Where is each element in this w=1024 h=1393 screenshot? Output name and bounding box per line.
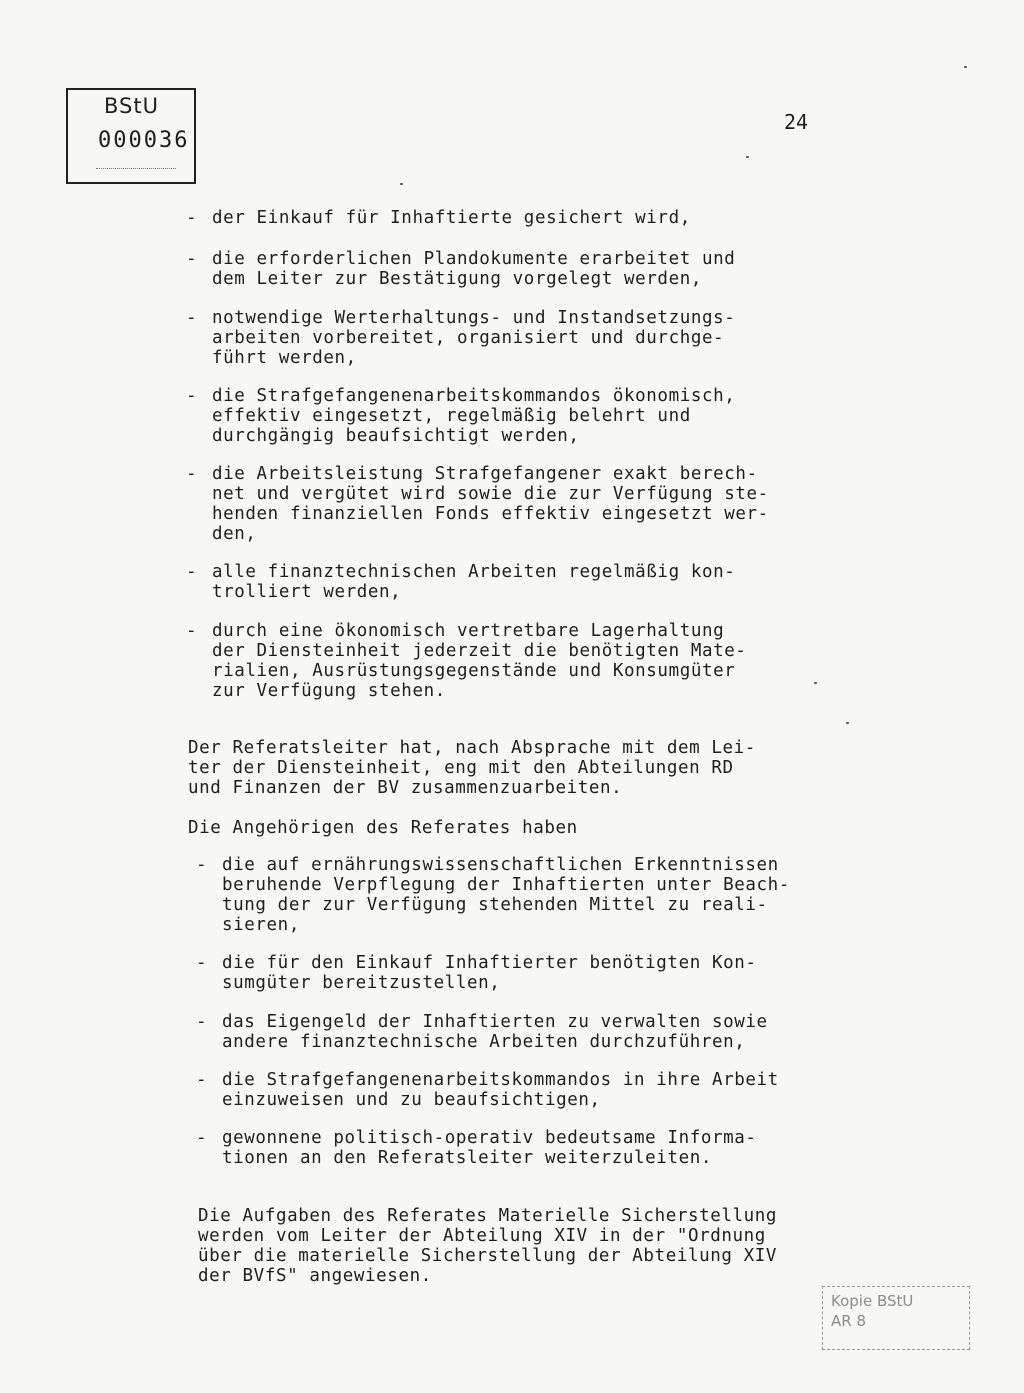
paragraph-referatsleiter — [188, 738, 756, 798]
text-line: zur Verfügung stehen. — [212, 681, 446, 701]
text-line: Die Aufgaben des Referates Materielle Sicherstellung — [198, 1206, 778, 1226]
text-line: henden finanziellen Fonds effektiv eingesetzt wer- — [212, 504, 769, 524]
bullet-marker: - — [186, 208, 197, 228]
archive-stamp — [66, 88, 196, 184]
bullet-marker: - — [186, 464, 197, 484]
text-line: alle finanztechnischen Arbeiten regelmäßig kon- — [212, 562, 736, 582]
text-line: effektiv eingesetzt, regelmäßig belehrt und — [212, 406, 691, 426]
bullet-item — [212, 562, 735, 602]
text-line: notwendige Werterhaltungs- und Instandsetzungs- — [212, 308, 736, 328]
bullet-marker: - — [186, 621, 197, 641]
text-line: einzuweisen und zu beaufsichtigen, — [222, 1090, 601, 1110]
text-line: Der Referatsleiter hat, nach Absprache mit dem Lei- — [188, 738, 756, 758]
text-line: das Eigengeld der Inhaftierten zu verwalten sowie — [222, 1012, 768, 1032]
bullet-marker: - — [196, 855, 207, 875]
text-line: durchgängig beaufsichtigt werden, — [212, 426, 580, 446]
bullet-item — [212, 386, 735, 446]
text-line: die Strafgefangenenarbeitskommandos ökonomisch, — [212, 386, 736, 406]
speck — [814, 682, 817, 684]
text-line: beruhende Verpflegung der Inhaftierten unter Beach- — [222, 875, 790, 895]
text-line: den, — [212, 524, 257, 544]
text-line: ter der Diensteinheit, eng mit den Abteilungen RD — [188, 758, 734, 778]
bullet-item — [212, 621, 747, 701]
text-line: net und vergütet wird sowie die zur Verfügung ste- — [212, 484, 769, 504]
text-line: sumgüter bereitzustellen, — [222, 973, 501, 993]
bullet-item — [222, 953, 757, 993]
speck — [400, 183, 403, 185]
bullet-item — [212, 249, 735, 289]
text-line: über die materielle Sicherstellung der Abteilung XIV — [198, 1246, 778, 1266]
copy-stamp-line2: AR 8 — [831, 1312, 866, 1330]
text-line: arbeiten vorbereitet, organisiert und durchge- — [212, 328, 725, 348]
text-line: rialien, Ausrüstungsgegenstände und Konsumgüter — [212, 661, 736, 681]
text-line: die Arbeitsleistung Strafgefangener exakt berech- — [212, 464, 758, 484]
bullet-item — [222, 1070, 779, 1110]
copy-stamp-line1: Kopie BStU — [831, 1292, 914, 1310]
text-line: trolliert werden, — [212, 582, 402, 602]
bullet-marker: - — [186, 249, 197, 269]
bullet-item — [212, 308, 735, 368]
speck — [846, 722, 849, 724]
text-line: andere finanztechnische Arbeiten durchzuführen, — [222, 1032, 746, 1052]
bullet-marker: - — [186, 562, 197, 582]
stamp-number: 000036 — [98, 128, 190, 153]
text-line: werden vom Leiter der Abteilung XIV in der "Ordnung — [198, 1226, 766, 1246]
stamp-divider — [96, 168, 176, 169]
copy-stamp — [822, 1286, 970, 1350]
page-number: 24 — [784, 110, 809, 134]
bullet-item — [222, 1012, 768, 1052]
bullet-item — [222, 855, 790, 935]
text-line: der BVfS" angewiesen. — [198, 1266, 432, 1286]
paragraph-aufgaben — [198, 1206, 777, 1286]
bullet-marker: - — [196, 1128, 207, 1148]
bullet-marker: - — [186, 386, 197, 406]
text-line: der Diensteinheit jederzeit die benötigten Mate- — [212, 641, 747, 661]
text-line: tung der zur Verfügung stehenden Mittel zu reali- — [222, 895, 768, 915]
bullet-marker: - — [186, 308, 197, 328]
bullet-marker: - — [196, 1012, 207, 1032]
text-line: die Strafgefangenenarbeitskommandos in ihre Arbeit — [222, 1070, 779, 1090]
bullet-marker: - — [196, 953, 207, 973]
text-line: und Finanzen der BV zusammenzuarbeiten. — [188, 778, 623, 798]
text-line: die für den Einkauf Inhaftierter benötigten Kon- — [222, 953, 757, 973]
text-line: die auf ernährungswissenschaftlichen Erkenntnissen — [222, 855, 779, 875]
bullet-item — [212, 208, 691, 228]
text-line: führt werden, — [212, 348, 357, 368]
text-line: der Einkauf für Inhaftierte gesichert wird, — [212, 208, 691, 228]
text-line: gewonnene politisch-operativ bedeutsame Informa- — [222, 1128, 757, 1148]
text-line: dem Leiter zur Bestätigung vorgelegt werden, — [212, 269, 702, 289]
speck — [746, 156, 749, 158]
text-line: tionen an den Referatsleiter weiterzuleiten. — [222, 1148, 712, 1168]
stamp-org: BStU — [104, 94, 159, 118]
speck — [964, 66, 967, 68]
text-line: sieren, — [222, 915, 300, 935]
bullet-marker: - — [196, 1070, 207, 1090]
text-line: die erforderlichen Plandokumente erarbeitet und — [212, 249, 736, 269]
bullet-item — [222, 1128, 757, 1168]
text-line: durch eine ökonomisch vertretbare Lagerhaltung — [212, 621, 725, 641]
paragraph-angehoerige: Die Angehörigen des Referates haben — [188, 818, 578, 838]
bullet-item — [212, 464, 769, 544]
